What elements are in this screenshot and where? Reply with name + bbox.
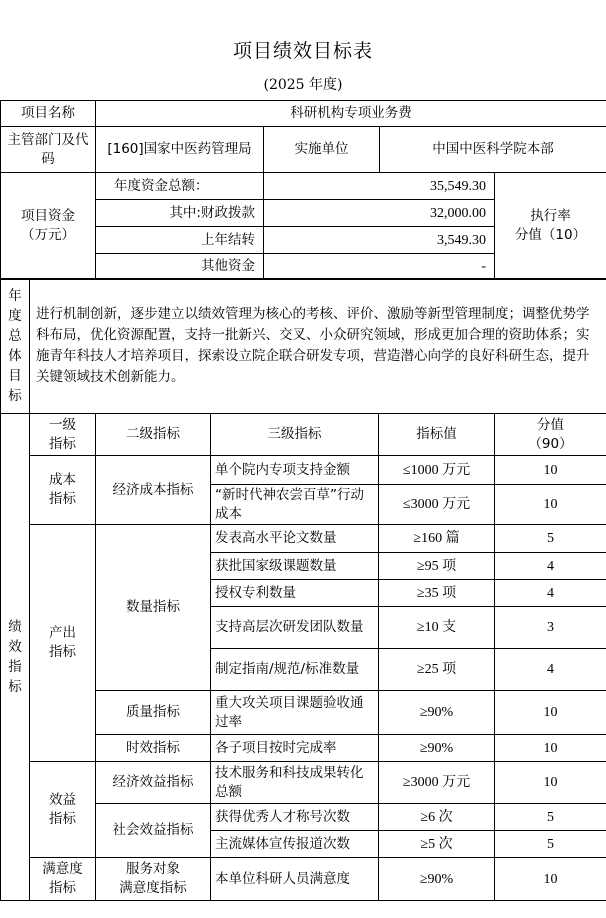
header-score-line1: 分值 — [537, 416, 564, 433]
level1-line1: 满意度 — [42, 861, 83, 877]
level3-cell: 制定指南/规范/标准数量 — [211, 649, 379, 691]
level3-cell: 获批国家级课题数量 — [211, 553, 379, 580]
target-cell: ≥35 项 — [379, 580, 495, 607]
funds-fiscal-value: 32,000.00 — [264, 200, 495, 227]
indicators-label-char: 绩 — [8, 619, 22, 635]
funds-total-label: 年度资金总额： — [96, 173, 264, 200]
table-row — [1, 858, 606, 901]
level2-line1: 服务对象 — [126, 861, 180, 877]
level1-line1: 产出 — [49, 625, 76, 641]
score-cell: 4 — [495, 580, 606, 607]
score-cell: 10 — [495, 735, 606, 762]
annual-goal-label-char: 标 — [8, 388, 22, 404]
execution-rate-label: 执行率 — [530, 208, 571, 224]
level1-line1: 效益 — [49, 791, 76, 808]
funds-other-value: - — [264, 254, 495, 280]
project-name-row — [1, 101, 606, 127]
table-row — [1, 456, 606, 485]
level2-quantity: 数量指标 — [96, 525, 211, 691]
funds-label — [1, 173, 96, 280]
level3-cell: 重大攻关项目课题验收通过率 — [211, 691, 379, 735]
level2-quality: 质量指标 — [96, 691, 211, 735]
level3-cell: 本单位科研人员满意度 — [211, 858, 379, 901]
level1-output — [30, 525, 96, 762]
target-cell: ≥90% — [379, 858, 495, 901]
target-cell: ≥6 次 — [379, 804, 495, 831]
funds-fiscal-label: 其中:财政拨款 — [96, 200, 264, 227]
target-cell: ≥10 支 — [379, 607, 495, 649]
indicators-header-row — [1, 414, 606, 456]
level2-line2: 满意度指标 — [119, 880, 187, 896]
score-cell: 10 — [495, 456, 606, 485]
header-target: 指标值 — [379, 414, 495, 456]
score-cell: 5 — [495, 804, 606, 831]
indicators-label-char: 指 — [8, 659, 22, 675]
level1-benefit — [30, 762, 96, 858]
implementing-unit-label: 实施单位 — [264, 127, 380, 173]
annual-goal-text: 进行机制创新，逐步建立以绩效管理为核心的考核、评价、激励等新型管理制度；调整优势学科布局，优化资源配置，支持一批新兴、交叉、小众研究领域，形成更加合理的资助体系；实施青年科技人才培养项目，探索设立院企联合研发专项，营造潜心向学的良好科研生态，提升关键领域技术创新能力。 — [30, 279, 606, 414]
header-score-line2: （90） — [528, 435, 573, 452]
level3-cell: 技术服务和科技成果转化总额 — [211, 762, 379, 804]
score-cell: 10 — [495, 485, 606, 525]
department-row — [1, 127, 606, 173]
level1-line2: 指标 — [49, 810, 76, 827]
level3-cell: 主流媒体宣传报道次数 — [211, 831, 379, 858]
level1-cost — [30, 456, 96, 525]
level3-cell: 各子项目按时完成率 — [211, 735, 379, 762]
project-name-label: 项目名称 — [1, 101, 96, 127]
department-label: 主管部门及代码 — [1, 127, 96, 173]
level1-line2: 指标 — [49, 644, 76, 660]
score-cell: 10 — [495, 691, 606, 735]
annual-goal-label-char: 体 — [8, 348, 22, 364]
funds-other-label: 其他资金 — [96, 254, 264, 280]
target-cell: ≤1000 万元 — [379, 456, 495, 485]
target-cell: ≥3000 万元 — [379, 762, 495, 804]
funds-label-line2: （万元） — [21, 227, 75, 243]
level1-line2: 指标 — [49, 491, 76, 507]
level3-cell: 授权专利数量 — [211, 580, 379, 607]
target-cell: ≥90% — [379, 735, 495, 762]
department-value: [160]国家中医药管理局 — [96, 127, 264, 173]
target-cell: ≥90% — [379, 691, 495, 735]
annual-goal-label — [1, 279, 30, 414]
level1-line1: 成本 — [49, 472, 76, 488]
header-level2: 二级指标 — [96, 414, 211, 456]
score-cell: 10 — [495, 762, 606, 804]
funds-carryover-value: 3,549.30 — [264, 227, 495, 254]
target-cell: ≥160 篇 — [379, 525, 495, 553]
level3-cell: 获得优秀人才称号次数 — [211, 804, 379, 831]
level3-cell: 支持高层次研发团队数量 — [211, 607, 379, 649]
annual-goal-label-char: 总 — [8, 328, 22, 344]
score-cell: 4 — [495, 649, 606, 691]
project-name-value: 科研机构专项业务费 — [96, 101, 606, 127]
annual-goal-table — [0, 278, 606, 414]
score-cell: 5 — [495, 525, 606, 553]
level2-service-satisfaction — [96, 858, 211, 901]
level1-satisfaction — [30, 858, 96, 901]
indicators-label-char: 标 — [8, 679, 22, 695]
level1-line2: 指标 — [49, 880, 76, 896]
header-level1-line2: 指标 — [49, 435, 76, 452]
level2-timeliness: 时效指标 — [96, 735, 211, 762]
indicators-table — [0, 413, 606, 901]
header-level1 — [30, 414, 96, 456]
funds-carryover-label: 上年结转 — [96, 227, 264, 254]
level3-cell: 单个院内专项支持金额 — [211, 456, 379, 485]
level2-social-benefit: 社会效益指标 — [96, 804, 211, 858]
header-level3: 三级指标 — [211, 414, 379, 456]
header-score — [495, 414, 606, 456]
annual-goal-row — [1, 279, 606, 414]
target-cell: ≥5 次 — [379, 831, 495, 858]
execution-rate-score: 分值（10） — [514, 227, 587, 243]
target-cell: ≥95 项 — [379, 553, 495, 580]
score-cell: 4 — [495, 553, 606, 580]
implementing-unit-value: 中国中医科学院本部 — [380, 127, 606, 173]
level2-economic-benefit: 经济效益指标 — [96, 762, 211, 804]
funds-label-line1: 项目资金 — [21, 208, 75, 224]
annual-goal-label-char: 度 — [8, 308, 22, 324]
funds-row — [1, 173, 606, 200]
annual-goal-label-char: 目 — [8, 368, 22, 384]
target-cell: ≤3000 万元 — [379, 485, 495, 525]
header-level1-line1: 一级 — [49, 416, 76, 433]
level3-cell: “新时代神农尝百草”行动成本 — [211, 485, 379, 525]
score-cell: 5 — [495, 831, 606, 858]
table-row — [1, 525, 606, 553]
indicators-section-label — [1, 414, 30, 901]
level2-economic-cost: 经济成本指标 — [96, 456, 211, 525]
funds-total-value: 35,549.30 — [264, 173, 495, 200]
target-cell: ≥25 项 — [379, 649, 495, 691]
annual-goal-label-char: 年 — [8, 288, 22, 304]
document-subtitle: (2025 年度) — [263, 77, 343, 93]
table-row — [1, 762, 606, 804]
indicators-label-char: 效 — [8, 639, 22, 655]
document-title: 项目绩效目标表 — [232, 40, 373, 62]
level3-cell: 发表高水平论文数量 — [211, 525, 379, 553]
score-cell: 3 — [495, 607, 606, 649]
execution-rate-cell — [495, 173, 606, 280]
score-cell: 10 — [495, 858, 606, 901]
project-info-table — [0, 100, 606, 280]
